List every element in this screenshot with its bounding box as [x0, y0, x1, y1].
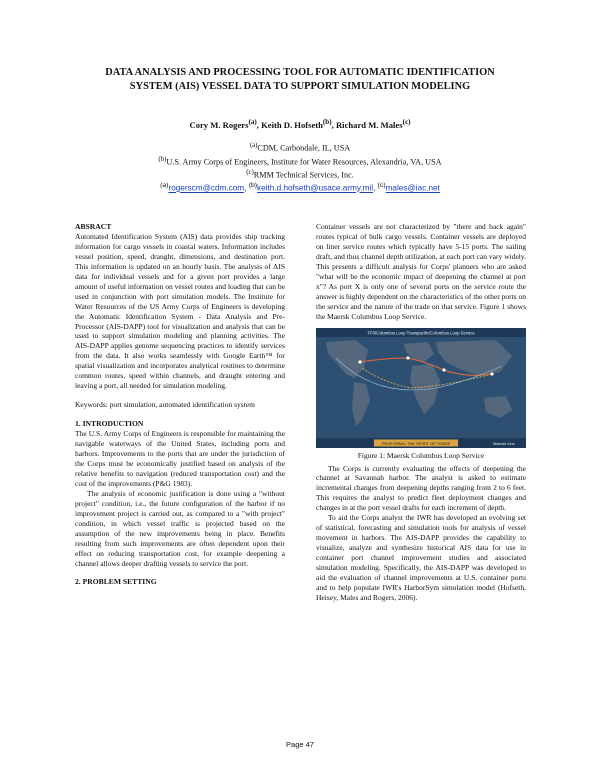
email-mark: (a)	[160, 182, 169, 189]
body-paragraph: To aid the Corps analyst the IWR has developed an evolving set of statistical, forecasting and simulation tools for analysis of vessel movement in harbors. The AIS-DAPP provides the capability to visualize, analyze and synthesize historical AIS data for use in container port channel improvement studies and associated simulation modeling. Specifically, the AIS-DAPP was developed to aid the evaluation of channel improvements at U.S. container ports and to help populate IWR's HarborSym simulation model (Hofseth, Heisey, Males and Rogers, 2006).	[316, 513, 526, 602]
left-column	[75, 222, 285, 587]
port-marker	[358, 360, 361, 363]
figure-caption: Figure 1: Maersk Columbus Loop Service	[357, 450, 485, 460]
map-logo-text: Maersk Line	[493, 440, 515, 446]
abstract-heading: ABSRACT	[75, 222, 112, 231]
email-link[interactable]: males@iac.net	[385, 183, 440, 193]
port-marker	[406, 356, 409, 359]
problem-heading: 2. PROBLEM SETTING	[75, 577, 157, 587]
route-map-image	[316, 328, 526, 448]
affil-mark: (b)	[158, 155, 167, 163]
email-link[interactable]: keith.d.hofseth@usace.army.mil	[257, 183, 374, 193]
right-column	[316, 222, 526, 603]
author-name: Richard M. Males	[335, 119, 403, 130]
abstract-text: Automated Identification System (AIS) data provides ship tracking information for cargo vessels in coastal waters. Information includes vessel position, speed, draught, dimensions, and destination port. This information is updated on an hourly basis. The analysis of AIS data for individual vessels and for a given port provides a large amount of useful information on vessel routes and loading that can be used in conjunction with port simulation models. The Institute for Water Resources of the US Army Corps of Engineers is developing the Automatic Identification System - Data Analysis and Pre-Processor (AIS-DAPP) tool for visualization and analysis that can be used to support simulation modeling and planning activities. The AIS-DAPP applies genome sequencing practices to identify services from the data. It also works seamlessly with Google Earth™ for spatial visualization and incorporates analytical routines to determine common routes, speed within channels, and draught entering and leaving a port, all needed for simulation modeling.	[75, 231, 285, 391]
keywords: Keywords: port simulation, automated identification system	[75, 400, 255, 410]
author-name: Cory M. Rogers	[189, 119, 249, 130]
email-line: $^{(a)}$rogerscm@cdm.com, $^{(b)}$keith.d.hofseth@usace.army.mil, $^{(c)}$males@iac.net	[160, 182, 440, 193]
paper-title: DATA ANALYSIS AND PROCESSING TOOL FOR AUTOMATIC IDENTIFICATION SYSTEM (AIS) VESSEL DATA TO SUPPORT SIMULATION MODELING	[105, 67, 495, 92]
affiliation: CDM, Carbondale, IL, USA	[257, 143, 351, 153]
author-mark: (c)	[402, 118, 411, 126]
author-name: Keith D. Hofseth	[261, 119, 323, 130]
affiliation: U.S. Army Corps of Engineers, Institute for Water Resources, Alexandria, VA, USA	[166, 157, 442, 167]
map-banner-text: TP3/Columbus Loop Transpacific/Columbus Loop Service	[367, 330, 475, 336]
intro-heading: 1. INTRODUCTION	[75, 419, 144, 429]
map-footer-text: PROFORMA: THE SPIRIT OF TRADE	[381, 440, 451, 446]
port-marker	[490, 372, 493, 375]
figure-map	[316, 328, 526, 460]
email-mark: (b)	[248, 182, 258, 189]
affil-mark: (a)	[249, 142, 258, 149]
affiliation: RMM Technical Services, Inc.	[253, 171, 354, 181]
body-paragraph: Container vessels are not characterized by "there and back again" routes typical of bulk cargo vessels. Container vessels are deployed on liner service routes which typically have 5-15 ports. The sailing draft, and thus channel depth utilization, at each port can vary widely. This presents a difficult analysis for Corps' planners who are asked "what will be the economic impact of deepening the channel at port x"? As port X is only one of several ports on the service route the answer is highly dependent on the characteristics of the other ports on the service and the nature of the trade on that service. Figure 1 shows the Maersk Columbus Loop Service.	[316, 222, 526, 321]
affiliations	[60, 140, 540, 181]
author-mark: (b)	[322, 118, 332, 126]
author-line: Cory M. Rogers$^{(a)}$, Keith D. Hofseth$^{(b)}$, Richard M. Males$^{(c)}$	[189, 118, 411, 130]
author-mark: (a)	[248, 118, 257, 126]
port-marker	[442, 368, 445, 371]
email-mark: (c)	[377, 182, 386, 189]
email-link[interactable]: rogerscm@cdm.com	[168, 183, 245, 193]
body-paragraph: The Corps is currently evaluating the effects of deepening the channel at Savannah harbor. The analyst is asked to estimate incremental changes from deepening depths ranging from 2 to 6 feet. This requires the analyst to predict fleet deployment changes and changes in at the port vessel drafts for each increment of depth.	[316, 463, 526, 513]
affil-mark: (c)	[246, 169, 254, 177]
page-number: Page 47	[286, 740, 314, 749]
intro-paragraph: The analysis of economic justification is done using a "without project" condition, i.e., the future configuration of the harbor if no improvement project is carried out, as compared to a "with project" condition, in which vessel traffic is projected based on the assumption of the new improvements being in place. Benefits resulting from such improvements are often dependent upon their effect on reducing transportation cost, for example deepening a channel allows deeper drafting vessels to service the port.	[75, 488, 285, 568]
intro-paragraph: The U.S. Army Corps of Engineers is responsible for maintaining the navigable waterways of the United States, including ports and harbors. Improvements to the ports that are under the jurisdiction of the Corps must be economically justified based on analysis of the relative benefits to navigation (reduced transportation cost) and the cost of the improvements (P&G 1983).	[75, 429, 285, 488]
